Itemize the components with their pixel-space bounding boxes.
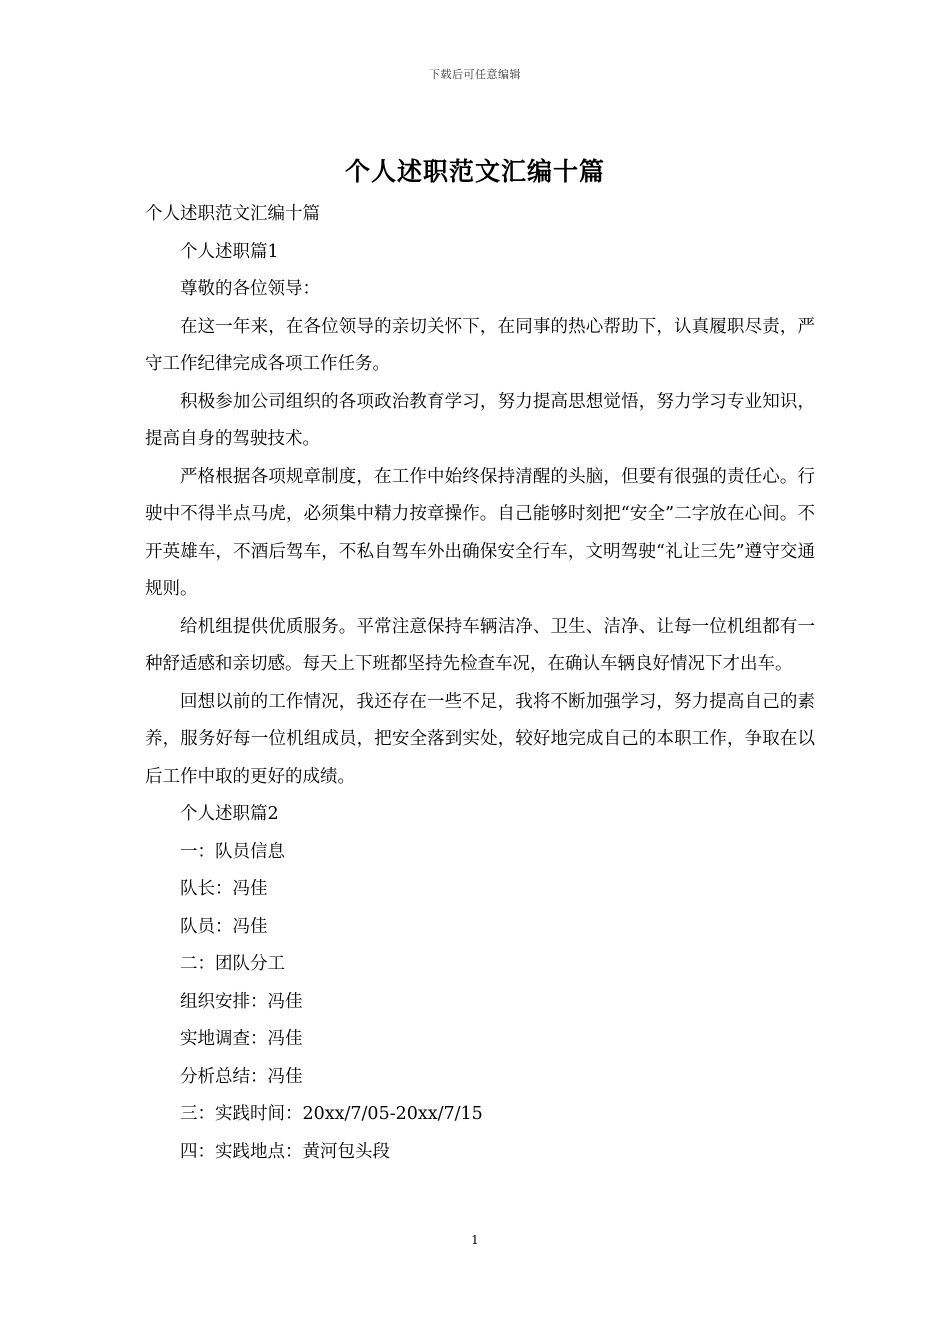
list-line: 队员：冯佳 (180, 916, 268, 937)
list-line: 四：实践地点：黄河包头段 (180, 1141, 390, 1162)
list-line: 二：团队分工 (180, 954, 285, 974)
list-line: 三：实践时间：20xx/7/05-20xx/7/15 (180, 1104, 483, 1124)
list-line: 实地调查：冯佳 (180, 1029, 303, 1049)
salutation: 尊敬的各位领导： (180, 279, 320, 299)
body-paragraph: 给机组提供优质服务。平常注意保持车辆洁净、卫生、洁净、让每一位机组都有一种舒适感和亲切感。每天上下班都坚持先检查车况，在确认车辆良好情况下才出车。 (145, 616, 815, 674)
list-line: 分析总结：冯佳 (180, 1066, 303, 1087)
document-title: 个人述职范文汇编十篇 (344, 157, 605, 186)
page-header-note: 下载后可任意编辑 (429, 68, 521, 81)
list-line: 队长：冯佳 (180, 879, 268, 899)
page-number: 1 (471, 1233, 479, 1247)
document-body (145, 196, 815, 1171)
body-paragraph: 严格根据各项规章制度，在工作中始终保持清醒的头脑，但要有很强的责任心。行驶中不得半点马虎，必须集中精力按章操作。自己能够时刻把“安全”二字放在心间。不开英雄车，不酒后驾车，不私自驾车外出确保安全行车，文明驾驶“礼让三先”遵守交通规则。 (145, 466, 815, 599)
doc-subtitle: 个人述职范文汇编十篇 (145, 204, 320, 224)
list-line: 组织安排：冯佳 (180, 991, 303, 1012)
body-paragraph: 在这一年来，在各位领导的亲切关怀下，在同事的热心帮助下，认真履职尽责，严守工作纪律完成各项工作任务。 (145, 316, 815, 374)
body-paragraph: 积极参加公司组织的各项政治教育学习，努力提高思想觉悟，努力学习专业知识，提高自身的驾驶技术。 (145, 391, 815, 449)
list-line: 一：队员信息 (180, 841, 285, 862)
section-heading: 个人述职篇2 (180, 804, 279, 824)
body-paragraph: 回想以前的工作情况，我还存在一些不足，我将不断加强学习，努力提高自己的素养，服务好每一位机组成员，把安全落到实处，较好地完成自己的本职工作，争取在以后工作中取的更好的成绩。 (145, 691, 815, 787)
section-heading: 个人述职篇1 (180, 241, 279, 262)
